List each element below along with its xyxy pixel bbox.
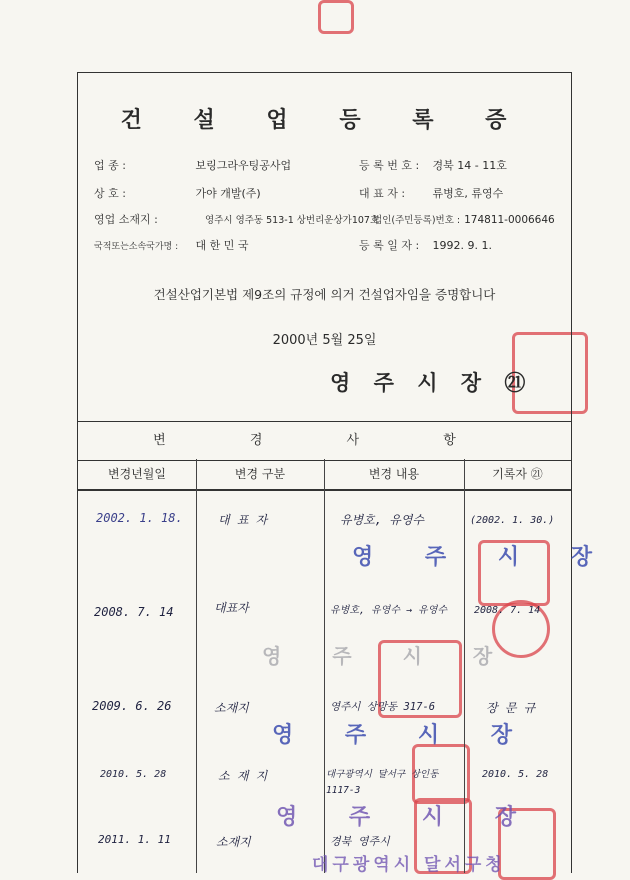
location-value: 영주시 영주동 513-1 상번리운상가107호 <box>205 215 380 226</box>
location-label: 영업 소재지 : <box>94 213 158 226</box>
change-row-4-recorder: 2010. 5. 28 <box>482 769 549 780</box>
col-change-type: 변경 구분 <box>196 459 324 491</box>
corp-no-label: 법인(주민등록)번호 : <box>373 215 461 226</box>
change-row-5-type: 소재지 <box>216 835 251 849</box>
corp-no-value: 174811-0006646 <box>464 214 555 226</box>
reg-no-label: 등 록 번 호 : <box>359 159 420 172</box>
certificate-frame <box>77 72 572 873</box>
col-change-content: 변경 내용 <box>324 459 464 491</box>
change-row-5-content: 경북 영주시 <box>330 835 390 848</box>
change-row-4-type: 소 재 지 <box>218 769 268 783</box>
business-type-label: 업 종 : <box>94 159 126 172</box>
nationality-label: 국적또는소속국가명 : <box>94 242 179 252</box>
district-stamp: 대구광역시 달서구청 <box>312 855 506 875</box>
reg-date-label: 등 록 일 자 : <box>359 239 420 252</box>
reg-date-value: 1992. 9. 1. <box>432 239 492 252</box>
trade-name-label: 상 호 : <box>94 187 126 200</box>
change-row-2-date: 2008. 7. 14 <box>94 605 174 619</box>
change-row-2-content: 유병호, 유영수 → 유영수 <box>330 605 448 616</box>
certification-statement: 건설산업기본법 제9조의 규정에 의거 건설업자임을 증명합니다 <box>153 287 496 302</box>
change-row-2-recorder: 2008. 7. 14 <box>474 605 541 616</box>
representative-value: 류병호, 류영수 <box>432 187 504 200</box>
mayor-stamp-2: 영 주 시 장 <box>262 644 515 668</box>
change-row-3-recorder: 장 문 규 <box>486 701 536 715</box>
certificate-title: 건 설 업 등 록 증 <box>120 107 529 133</box>
mayor-stamp-3: 영 주 시 장 <box>272 723 534 748</box>
change-row-1-recorder: (2002. 1. 30.) <box>470 515 555 526</box>
business-type-value: 보링그라우팅공사업 <box>195 159 292 172</box>
col-recorder: 기록자 ㉑ <box>464 459 571 491</box>
change-row-1-type: 대 표 자 <box>218 513 268 527</box>
change-row-3-date: 2009. 6. 26 <box>92 699 172 713</box>
change-row-4-date: 2010. 5. 28 <box>100 769 167 780</box>
representative-label: 대 표 자 : <box>359 187 406 200</box>
row-business-type <box>94 157 507 173</box>
change-row-5-date: 2011. 1. 11 <box>98 833 171 846</box>
row-trade-name <box>94 185 503 201</box>
trade-name-value: 가야 개발(주) <box>195 187 261 200</box>
change-row-2-type: 대표자 <box>214 601 249 615</box>
change-row-1-date: 2002. 1. 18. <box>96 511 183 525</box>
issue-date: 2000년 5월 25일 <box>272 333 377 348</box>
col-change-date: 변경년월일 <box>78 459 196 491</box>
mayor-stamp-4: 영 주 시 장 <box>276 805 538 830</box>
change-row-3-type: 소재지 <box>214 701 249 715</box>
change-row-3-content: 영주시 상망동 317-6 <box>330 701 436 713</box>
row-location <box>94 211 555 227</box>
row-nationality <box>94 237 492 253</box>
change-row-4-content: 대구광역시 달서구 상인동 1117-3 <box>326 769 439 796</box>
changes-heading: 변 경 사 항 <box>78 421 571 461</box>
reg-no-value: 경북 14 - 11호 <box>432 159 507 172</box>
top-seal <box>318 0 354 34</box>
change-row-1-content: 유병호, 유영수 <box>340 513 425 527</box>
nationality-value: 대 한 민 국 <box>195 239 249 252</box>
mayor-stamp-1: 영 주 시 장 <box>352 545 614 570</box>
issuer-mayor: 영 주 시 장 ㉑ <box>330 370 534 395</box>
column-divider <box>196 459 197 873</box>
